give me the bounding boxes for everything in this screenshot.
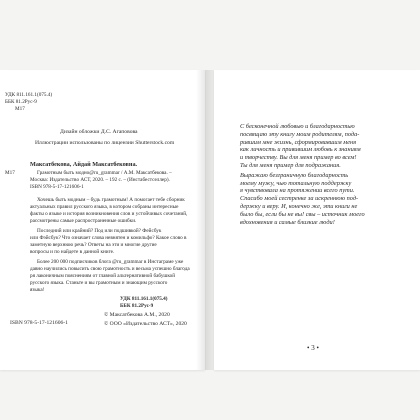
annotation-line: или Фэйсбук? Что означает слова невнятен и комильфо? Какое слово в bbox=[30, 235, 187, 241]
annotation-line: актуальных правил русского языка, в котором собраны интересные bbox=[30, 204, 179, 210]
annotation-line: Более 200 000 подписчиков блога @ru_grammar в Инстаграме уже bbox=[37, 259, 184, 265]
dedication-line: и творчеству. Вы для меня пример во всем! bbox=[240, 154, 357, 162]
copyright-publisher: © ООО «Издательство АСТ», 2020 bbox=[104, 321, 187, 327]
book-gutter bbox=[196, 70, 214, 370]
dedication-line: рившим мне жизнь, сформировавшим меня bbox=[240, 138, 357, 146]
annotation-line: рассмотрены самые распространенные ошибки. bbox=[30, 218, 137, 224]
author-heading: Максатбекова, Айдай Максатбековна. bbox=[30, 161, 138, 168]
copyright-author: © Максатбекова А.М., 2020 bbox=[104, 312, 170, 318]
dedication-text bbox=[240, 123, 400, 226]
annotation-line: языка! bbox=[30, 287, 45, 293]
dedication-line: держку и веру. И, конечно же, эти книги не bbox=[240, 202, 358, 210]
dedication-line: как личность и привившим любовь к знаниям bbox=[240, 146, 361, 154]
catalog-mark: М17 bbox=[15, 106, 25, 112]
page-number-value: 3 bbox=[311, 344, 315, 352]
annotation-line: Последний или крайний? Под или подшивкой? Фейсбук bbox=[37, 228, 162, 234]
dedication-line: я чувствовала на протяжении всего пути. bbox=[240, 187, 355, 195]
page-number-bullet: • bbox=[307, 344, 310, 352]
annotation-line: русского языка. Станьте и вы грамотным и знающим русского bbox=[30, 280, 168, 286]
illustrations-credit: Иллюстрации использованы по лицензии Shutterstock.com bbox=[35, 140, 175, 146]
annotation-line: заметную верхнюю речь? Ответы на эти и многие другие bbox=[30, 242, 157, 248]
udk-code: УДК 811.161.1(075.4) bbox=[5, 92, 53, 98]
entry-line-3: ISBN 978-5-17-121606-1 bbox=[30, 184, 84, 190]
dedication-line: Спасибо моей сестренке за искреннюю под- bbox=[240, 195, 359, 203]
annotation-line: вопросы и по найдете в данной книге. bbox=[30, 249, 115, 255]
cover-design-credit: Дизайн обложки Д.С. Агаповова bbox=[60, 129, 138, 135]
dedication-line: С бесконечной любовью и благодарностью bbox=[240, 123, 355, 130]
dedication-line: моему мужу, чью тотальную поддержку bbox=[240, 179, 352, 187]
dedication-line: вдохновения и самые близкие люди! bbox=[240, 218, 335, 226]
annotation-line: ря лаконичным пояснениям от главной альтернативной бабушкой bbox=[30, 273, 176, 279]
dedication-line: было бы, если бы не вы! свы – источник моего bbox=[240, 210, 365, 218]
annotation-line: факты о языке и история возникновения слов и устойчивых сочетаний, bbox=[30, 211, 188, 217]
udk-code-bottom: УДК 811.161.1(075.4) bbox=[120, 296, 168, 302]
page-number-bullet: • bbox=[316, 344, 319, 352]
bbk-code: ББК 81.2Рус-9 bbox=[5, 99, 37, 105]
bbk-code-bottom: ББК 81.2Рус-9 bbox=[120, 303, 154, 309]
dedication-line: посвящаю эту книгу моим родителям, пода- bbox=[240, 130, 360, 138]
entry-line-1: Грамотным быть модно@ru_grammar / А.М. Максатбекова. – bbox=[37, 170, 172, 176]
isbn: ISBN 978-5-17-121606-1 bbox=[10, 320, 68, 326]
catalog-mark-side: М17 bbox=[5, 170, 15, 176]
dedication-line: Ты для меня пример для подражания. bbox=[240, 161, 341, 169]
dedication-line: Выражаю безграничную благодарность bbox=[240, 171, 349, 179]
entry-line-2: Москва: Издательство АСТ, 2020. – 192 с. – (Инстабестселлер). bbox=[30, 177, 170, 183]
annotation-line: Хочешь быть модным – будь грамотным! А помогает тебе сборник bbox=[37, 197, 185, 203]
annotation-line: давно научились повысить свою грамотность и весьма успешно благода bbox=[30, 266, 190, 272]
page-number bbox=[307, 344, 319, 352]
